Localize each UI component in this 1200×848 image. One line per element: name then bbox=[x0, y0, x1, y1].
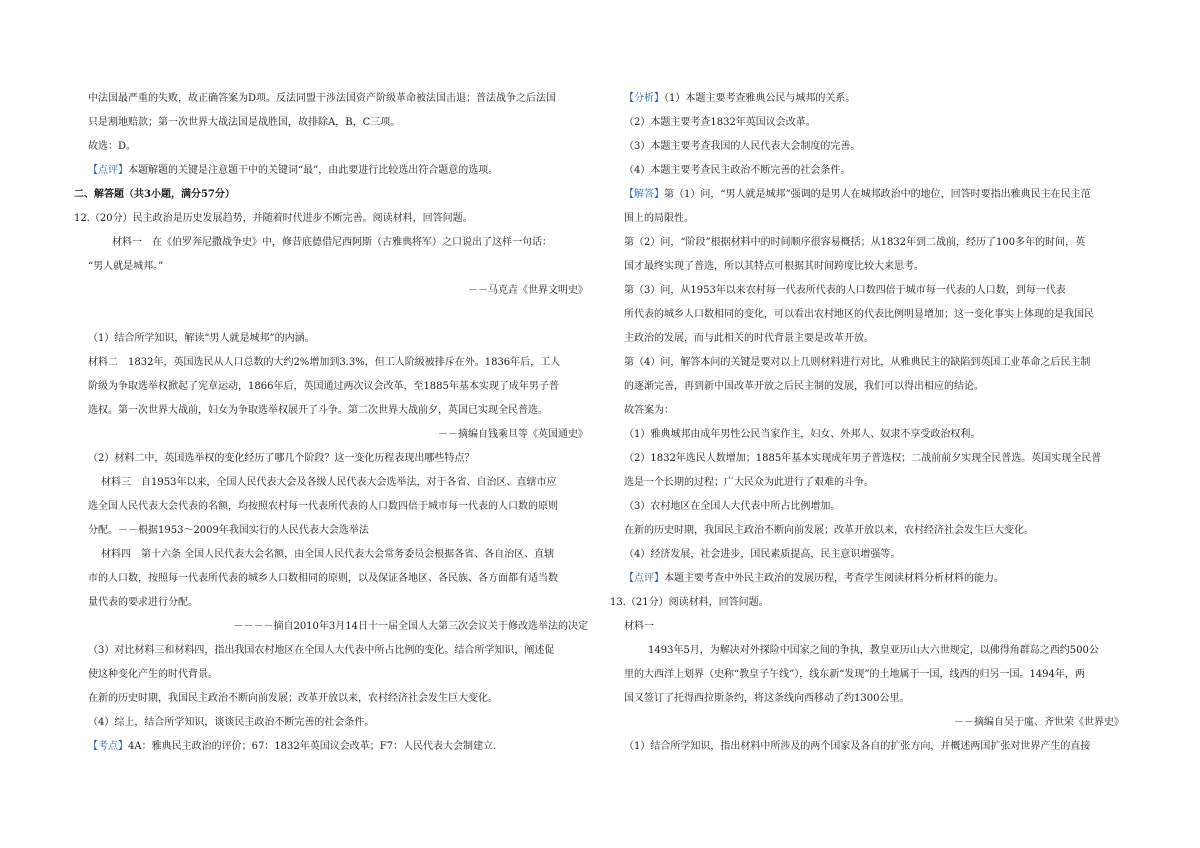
text-line: “男人就是城邦。” bbox=[88, 261, 164, 272]
question-line: （4）综上，结合所学知识，谈谈民主政治不断完善的社会条件。 bbox=[88, 717, 375, 728]
text-line: 在新的历史时期，我国民主政治不断向前发展；改革开放以来，农村经济社会发生巨大变化。 bbox=[88, 693, 498, 704]
source-line: －－马克垚《世界文明史》 bbox=[468, 285, 588, 296]
text-line: （2）本题主要考查1832年英国议会改革。 bbox=[624, 117, 816, 128]
analysis-text: （1）本题主要考查雅典公民与城邦的关系。 bbox=[664, 93, 856, 104]
text-line: （3）农村地区在全国人大代表中所占比例增加。 bbox=[624, 501, 841, 512]
text-line: 里的大西洋上划界（史称“教皇子午线”），线东新“发现”的土地属于一国，线西的归另一国。1494年，两 bbox=[624, 669, 1085, 680]
source-line: －－－－摘自2010年3月14日十一届全国人大第三次会议关于修改选举法的决定 bbox=[233, 621, 588, 632]
text-line: 选是一个长期的过程；广大民众为此进行了艰难的斗争。 bbox=[624, 477, 874, 488]
text-line: 量代表的要求进行分配。 bbox=[88, 597, 198, 608]
source-line: －－摘编自吴于廑、齐世荣《世界史》 bbox=[954, 717, 1124, 728]
source-line: －－摘编自钱乘旦等《英国通史》 bbox=[438, 429, 588, 440]
text-line: 第（2）问，“阶段”根据材料中的时间顺序很容易概括；从1832年到二战前，经历了100多年的时间，英 bbox=[624, 237, 1086, 248]
text-line: （2）1832年选民人数增加；1885年基本实现成年男子普选权；二战前前夕实现全民普选。英国实现全民普 bbox=[624, 453, 1102, 464]
comment-line bbox=[624, 572, 1004, 586]
question-line: （2）材料二中，英国选举权的变化经历了哪几个阶段？这一变化历程表现出哪些特点？ bbox=[88, 453, 475, 464]
text-line: 第（3）问，从1953年以来农村每一代表所代表的人口数四倍于城市每一代表的人口数，到每一代表 bbox=[624, 285, 1066, 296]
text-line: （4）本题主要考查民主政治不断完善的社会条件。 bbox=[624, 165, 851, 176]
text-line: （1）雅典城邦由成年男性公民当家作主，妇女、外邦人、奴隶不享受政治权利。 bbox=[624, 429, 981, 440]
analysis-line bbox=[624, 92, 855, 106]
section-heading: 二、解答题（共3小题，满分57分） bbox=[74, 189, 235, 200]
text-line: 材料二 1832年，英国选民从人口总数的大约2%增加到3.3%，但工人阶级被排斥在外。1836年后，工人 bbox=[88, 357, 561, 368]
text-line: 第（4）问，解答本问的关键是要对以上几则材料进行对比，从雅典民主的缺陷到英国工业革命之后民主制 bbox=[624, 357, 1091, 368]
comment-text: 本题主要考查中外民主政治的发展历程，考查学生阅读材料分析材料的能力。 bbox=[664, 573, 1004, 584]
text-line: 材料一 bbox=[624, 621, 654, 632]
question-line: （3）对比材料三和材料四，指出我国农村地区在全国人大代表中所占比例的变化。结合所学知识，阐述促 bbox=[88, 645, 555, 656]
question-title: 13.（21分）阅读材料，回答问题。 bbox=[610, 597, 769, 608]
analysis-tag: 【分析】 bbox=[624, 93, 664, 104]
question-line: 使这种变化产生的时代背景。 bbox=[88, 669, 218, 680]
point-line bbox=[88, 740, 496, 754]
question-line: （1）结合所学知识，指出材料中所涉及的两个国家及各自的扩张方向，并概述两国扩张对世界产生的直接 bbox=[624, 741, 1091, 752]
text-line: 中法国最严重的失败，故正确答案为D项。反法同盟干涉法国资产阶级革命被法国击退；普法战争之后法国 bbox=[88, 93, 557, 104]
text-line: 所代表的城乡人口数相同的变化，可以看出农村地区的代表比例明显增加；这一变化事实上体现的是我国民 bbox=[624, 309, 1094, 320]
comment-line bbox=[88, 164, 498, 178]
question-title: 12.（20分）民主政治是历史发展趋势，并随着时代进步不断完善。阅读材料，回答问题。 bbox=[74, 213, 473, 224]
text-line: 只是割地赔款；第一次世界大战法国是战胜国，故排除A，B，C三项。 bbox=[88, 117, 401, 128]
text-line: 选权。第一次世界大战前，妇女为争取选举权展开了斗争。第二次世界大战前夕，英国已实现全民普选。 bbox=[88, 405, 548, 416]
text-line: 材料四 第十六条 全国人民代表大会名额，由全国人民代表大会常务委员会根据各省、各自治区、直辖 bbox=[101, 549, 555, 560]
text-line: 故答案为： bbox=[624, 405, 674, 416]
text-line: 阶级为争取选举权掀起了宪章运动，1866年后，英国通过两次议会改革，至1885年基本实现了成年男子普 bbox=[88, 381, 559, 392]
comment-tag: 【点评】 bbox=[88, 165, 128, 176]
text-line: 国又签订了托得西拉斯条约，将这条线向西移动了约1300公里。 bbox=[624, 693, 910, 704]
text-line: 选全国人民代表大会代表的名额，均按照农村每一代表所代表的人口数四倍于城市每一代表的人口数的原则 bbox=[88, 501, 558, 512]
answer-line bbox=[624, 188, 1091, 202]
text-line: 材料一 在《伯罗奔尼撒战争史》中，修昔底德借尼西阿斯（古雅典将军）之口说出了这样一句话： bbox=[112, 237, 552, 248]
text-line: 分配。－－根据1953～2009年我国实行的人民代表大会选举法 bbox=[88, 525, 369, 536]
question-line: （1）结合所学知识，解读“男人就是城邦”的内涵。 bbox=[88, 333, 315, 344]
text-line: 的逐渐完善，再到新中国改革开放之后民主制的发展，我们可以得出相应的结论。 bbox=[624, 381, 984, 392]
text-line: （4）经济发展，社会进步，国民素质提高，民主意识增强等。 bbox=[624, 549, 901, 560]
text-line: 围上的局限性。 bbox=[624, 213, 694, 224]
answer-text: 第（1）问，“男人就是城邦”强调的是男人在城邦政治中的地位，回答时要指出雅典民主在民主范 bbox=[664, 189, 1091, 200]
text-line: 故选：D。 bbox=[88, 141, 137, 152]
comment-text: 本题解题的关键是注意题干中的关键词“最”，由此要进行比较选出符合题意的选项。 bbox=[128, 165, 499, 176]
text-line: 主政治的发展，而与此相关的时代背景主要是改革开放。 bbox=[624, 333, 874, 344]
point-text: 4A：雅典民主政治的评价；67：1832年英国议会改革；F7：人民代表大会制建立. bbox=[128, 741, 497, 752]
point-tag: 【考点】 bbox=[88, 741, 128, 752]
text-line: 国才最终实现了普选，所以其特点可根据其时间跨度比较大来思考。 bbox=[624, 261, 924, 272]
text-line: 材料三 自1953年以来，全国人民代表大会及各级人民代表大会选举法，对于各省、自治区、直辖市应 bbox=[101, 477, 557, 488]
text-line: 在新的历史时期，我国民主政治不断向前发展；改革开放以来，农村经济社会发生巨大变化。 bbox=[624, 525, 1034, 536]
text-line: （3）本题主要考查我国的人民代表大会制度的完善。 bbox=[624, 141, 861, 152]
answer-tag: 【解答】 bbox=[624, 189, 664, 200]
text-line: 市的人口数，按照每一代表所代表的城乡人口数相同的原则，以及保证各地区、各民族、各方面都有适当数 bbox=[88, 573, 558, 584]
text-line: 1493年5月，为解决对外探险中国家之间的争执，教皇亚历山大六世规定，以佛得角群岛之西约500公 bbox=[648, 645, 1099, 656]
comment-tag: 【点评】 bbox=[624, 573, 664, 584]
